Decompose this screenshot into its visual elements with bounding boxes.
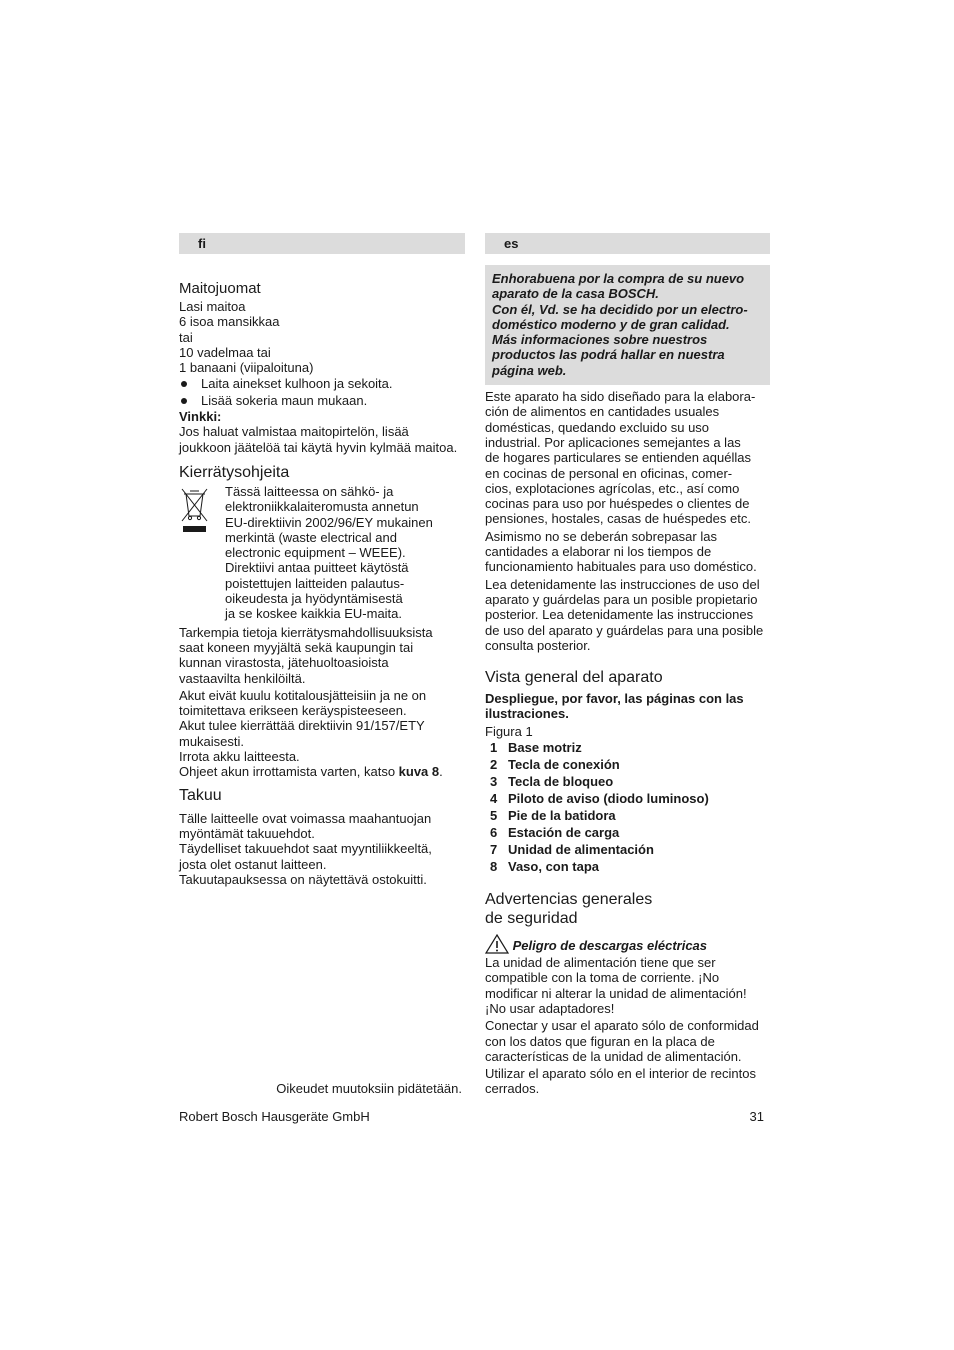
text-line: Conectar y usar el aparato sólo de conformidad [485, 1018, 759, 1034]
intro-line: Con él, Vd. se ha decidido por un electro- [492, 301, 748, 317]
text-line: ción de alimentos en cantidades usuales [485, 404, 720, 420]
list-item: 8 Vaso, con tapa [490, 859, 600, 875]
weee-line: ja se koskee kaikkia EU-maita. [225, 606, 403, 622]
battery-ref-end: . [439, 764, 443, 780]
intro-line: Enhorabuena por la compra de su nuevo [492, 271, 745, 286]
text-line: mukaisesti. [179, 733, 245, 749]
tip-line: joukkoon jäätelöä tai käytä hyvin kylmää maitoa. [179, 439, 458, 455]
safety-title: de seguridad [485, 910, 578, 928]
weee-line: Tässä laitteessa on sähkö- ja [225, 483, 394, 499]
tip-label: Vinkki: [179, 409, 222, 425]
language-bar-es: es [485, 233, 770, 254]
text-line: en cocinas de personal en oficinas, comer- [485, 465, 733, 481]
list-item: 1 Base motriz [490, 740, 582, 756]
text-line: Täydelliset takuuehdot saat myyntiliikkeeltä, [179, 841, 432, 857]
recycling-title: Kierrätysohjeita [179, 463, 290, 481]
text-line: cantidades a elaborar ni los tiempos de [485, 544, 712, 560]
spanish-column [485, 233, 770, 1097]
list-item: 5 Pie de la batidora [490, 808, 616, 824]
text-line: Akut eivät kuulu kotitalousjätteisiin ja ne on [179, 687, 427, 703]
rights-notice: Oikeudet muutoksiin pidätetään. [276, 1081, 462, 1096]
weee-block [179, 484, 465, 622]
text-line: pensiones, hostales, casas de huéspedes etc. [485, 511, 751, 527]
text-line: modificar ni alterar la unidad de alimentación! [485, 985, 747, 1001]
text-line: Akut tulee kierrättää direktiivin 91/157/ETY [179, 718, 425, 734]
intro-line: página web. [492, 362, 567, 378]
warning-icon [485, 934, 509, 954]
danger-label: Peligro de descargas eléctricas [512, 938, 708, 954]
battery-paragraph [179, 688, 465, 780]
intro-line: productos las podrá hallar en nuestra [492, 347, 725, 363]
text-line: Asimismo no se deberán sobrepasar las [485, 528, 717, 544]
step-item: Laita ainekset kulhoon ja sekoita. [179, 376, 465, 391]
text-line: cerrados. [485, 1081, 540, 1097]
intro-line: Más informaciones sobre nuestros [492, 332, 708, 348]
list-item: 7 Unidad de alimentación [490, 842, 654, 858]
text-line: ¡No usar adaptadores! [485, 1000, 615, 1016]
intro-line: doméstico moderno y de gran calidad. [492, 316, 730, 332]
text-line: Irrota akku laitteesta. [179, 749, 300, 765]
weee-line: oikeudesta ja hyödyntämisestä [225, 591, 403, 607]
weee-line: poistettujen laitteiden palautus- [225, 575, 405, 591]
usage-paragraph [485, 389, 770, 527]
danger-heading [485, 934, 770, 955]
weee-line: elektroniikkalaiteromusta annetun [225, 499, 419, 515]
ingredient: tai [179, 329, 193, 345]
weee-line: electronic equipment – WEEE). [225, 545, 406, 561]
text-line: Lea detenidamente las instrucciones de uso del [485, 576, 760, 592]
text-line: con los datos que figuran en la placa de [485, 1033, 715, 1049]
overview-title: Vista general del aparato [485, 669, 663, 687]
list-item: 6 Estación de carga [490, 825, 620, 841]
text-line: domésticas, quedando excluido su uso [485, 419, 710, 435]
recipe-title: Maitojuomat [179, 280, 261, 297]
weee-line: merkintä (waste electrical and [225, 529, 397, 545]
ingredient: 1 banaani (viipaloituna) [179, 360, 314, 376]
weee-line: EU-direktiivin 2002/96/EY mukainen [225, 514, 433, 530]
text-line: Utilizar el aparato sólo en el interior de recintos [485, 1066, 756, 1082]
text-line: consulta posterior. [485, 637, 591, 653]
safety-title: Advertencias generales [485, 891, 653, 909]
figure-label: Figura 1 [485, 723, 533, 739]
list-item: 3 Tecla de bloqueo [490, 774, 614, 790]
battery-ref-text: Ohjeet akun irrottamista varten, katso [179, 764, 399, 780]
instructions-paragraph [485, 577, 770, 653]
text-line: Este aparato ha sido diseñado para la elabora- [485, 389, 756, 405]
text-line: myöntämät takuuehdot. [179, 825, 315, 841]
text-line: cios, explotaciones agrícolas, etc., así como [485, 480, 740, 496]
step-item: Lisää sokeria maun mukaan. [179, 393, 465, 408]
text-line: La unidad de alimentación tiene que ser [485, 955, 716, 971]
overview-note: ilustraciones. [485, 706, 569, 722]
text-line: kunnan virastosta, jätehuoltoasioista [179, 655, 389, 671]
ingredient: 10 vadelmaa tai [179, 344, 271, 360]
text-line: aparato y guárdelas para un posible propietario [485, 591, 758, 607]
warranty-title: Takuu [179, 786, 222, 804]
battery-reference [179, 764, 465, 779]
text-line: funcionamiento habituales para uso doméstico. [485, 559, 757, 575]
list-item: 2 Tecla de conexión [490, 757, 620, 773]
tip-line: Jos haluat valmistaa maitopirtelön, lisää [179, 424, 409, 440]
text-line: Tälle laitteelle ovat voimassa maahantuojan [179, 810, 432, 826]
text-line: características de la unidad de alimentación. [485, 1048, 742, 1064]
footer-company: Robert Bosch Hausgeräte GmbH [179, 1109, 370, 1124]
weee-bin-icon [179, 484, 209, 534]
text-line: josta olet ostanut laitteen. [179, 856, 327, 872]
safety-paragraph [485, 955, 770, 1016]
ingredient: 6 isoa mansikkaa [179, 314, 280, 330]
weee-line: Direktiivi antaa puitteet käytöstä [225, 560, 409, 576]
limits-paragraph [485, 529, 770, 575]
finnish-column [179, 233, 465, 887]
overview-note: Despliegue, por favor, las páginas con las [485, 691, 744, 707]
text-line: compatible con la toma de corriente. ¡No [485, 970, 720, 986]
safety-paragraph [485, 1018, 770, 1064]
recycling-paragraph [179, 625, 465, 686]
steps-list [179, 376, 465, 408]
text-line: cocinas para uso por huéspedes o clientes de [485, 496, 750, 512]
text-line: de uso del aparato y guárdelas para una posible [485, 622, 764, 638]
figure-legend [485, 739, 770, 875]
battery-ref-figure: kuva 8 [398, 764, 440, 780]
intro-line: aparato de la casa BOSCH. [492, 286, 659, 302]
ingredients-list [179, 299, 465, 375]
text-line: industrial. Por aplicaciones semejantes a las [485, 434, 741, 450]
text-line: posterior. Lea detenidamente las instrucciones [485, 607, 754, 623]
list-item: 4 Piloto de aviso (diodo luminoso) [490, 791, 709, 807]
ingredient: Lasi maitoa [179, 299, 246, 314]
language-bar-fi: fi [179, 233, 465, 254]
warranty-text [179, 811, 465, 887]
page-number: 31 [749, 1109, 764, 1124]
text-line: Tarkempia tietoja kierrätysmahdollisuuksista [179, 624, 433, 640]
text-line: toimitettava erikseen keräyspisteeseen. [179, 703, 407, 719]
text-line: vastaavilta henkilöiltä. [179, 670, 306, 686]
text-line: de hogares particulares se entienden aquéllas [485, 450, 751, 466]
text-line: Takuutapauksessa on näytettävä ostokuitti. [179, 871, 427, 887]
intro-box [485, 265, 770, 385]
safety-paragraph [485, 1066, 770, 1097]
text-line: saat koneen myyjältä sekä kaupungin tai [179, 639, 414, 655]
